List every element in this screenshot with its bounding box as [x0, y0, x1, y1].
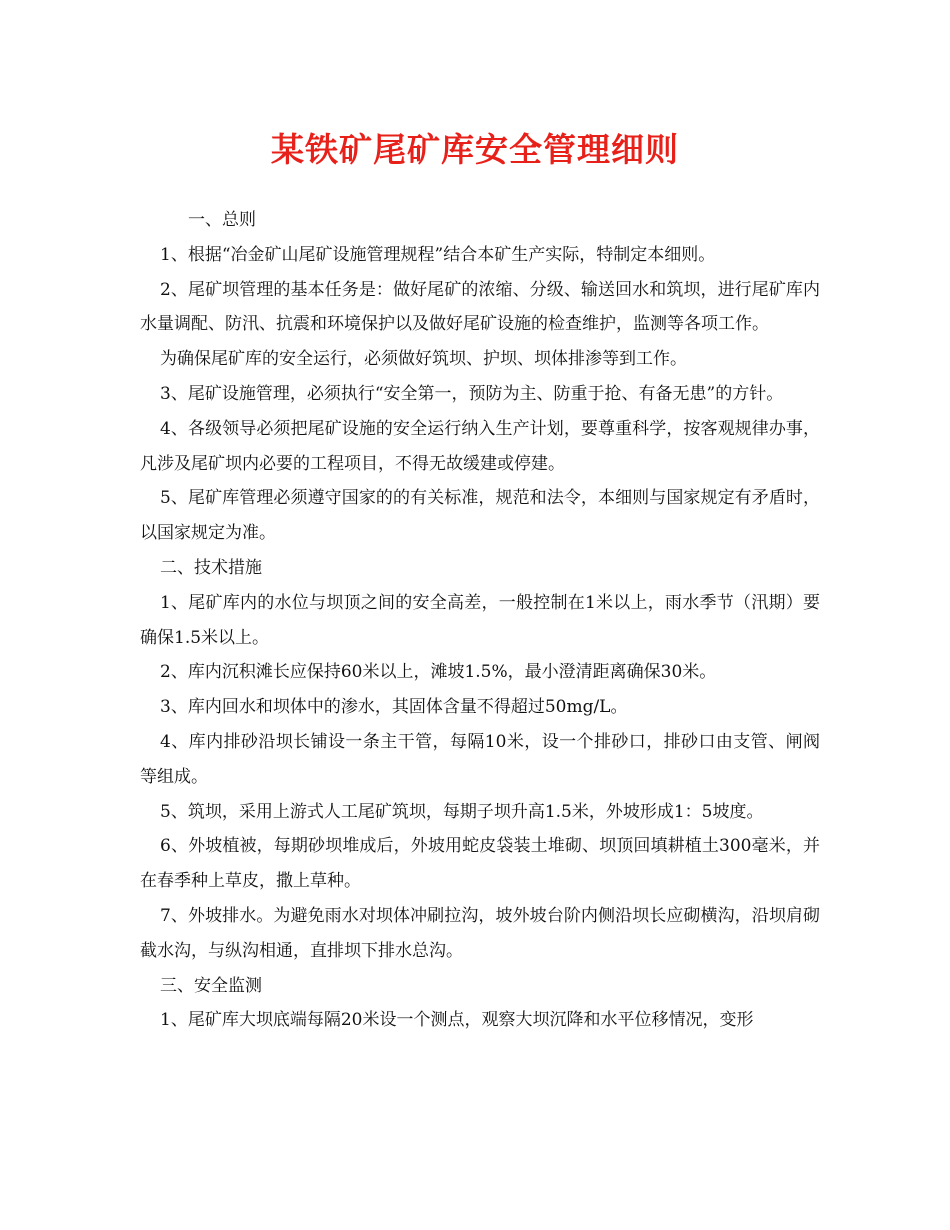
paragraph: 1、尾矿库大坝底端每隔20米设一个测点，观察大坝沉降和水平位移情况，变形 [160, 1010, 754, 1031]
document-title: 某铁矿尾矿库安全管理细则 [271, 130, 679, 169]
document-body [140, 203, 820, 1038]
paragraph: 6、外坡植被，每期砂坝堆成后，外坡用蛇皮袋装土堆砌、坝顶回填耕植土300毫米，并在春季种上草皮，撒上草种。 [140, 836, 820, 892]
section-heading-safety-monitoring: 三、安全监测 [160, 975, 262, 996]
paragraph: 1、根据“冶金矿山尾矿设施管理规程”结合本矿生产实际，特制定本细则。 [160, 244, 716, 265]
paragraph: 3、库内回水和坝体中的渗水，其固体含量不得超过50mg/L。 [160, 697, 628, 718]
section-heading-general: 一、总则 [188, 210, 256, 230]
paragraph: 为确保尾矿库的安全运行，必须做好筑坝、护坝、坝体排渗等到工作。 [160, 349, 687, 370]
paragraph: 4、库内排砂沿坝长铺设一条主干管，每隔10米，设一个排砂口，排砂口由支管、闸阀等组成。 [140, 731, 820, 787]
paragraph: 7、外坡排水。为避免雨水对坝体冲刷拉沟，坡外坡台阶内侧沿坝长应砌横沟，沿坝肩砌截水沟，与纵沟相通，直排坝下排水总沟。 [140, 905, 820, 961]
section-heading-technical-measures: 二、技术措施 [160, 557, 262, 578]
paragraph: 5、尾矿库管理必须遵守国家的的有关标准，规范和法令，本细则与国家规定有矛盾时，以国家规定为准。 [140, 488, 820, 544]
paragraph: 1、尾矿库内的水位与坝顶之间的安全高差，一般控制在1米以上，雨水季节（汛期）要确保1.5米以上。 [140, 592, 820, 648]
paragraph: 2、库内沉积滩长应保持60米以上，滩坡1.5%，最小澄清距离确保30米。 [160, 662, 717, 683]
paragraph: 5、筑坝，采用上游式人工尾矿筑坝，每期子坝升高1.5米，外坡形成1：5坡度。 [160, 801, 764, 822]
paragraph: 3、尾矿设施管理，必须执行“安全第一，预防为主、防重于抢、有备无患”的方针。 [160, 383, 784, 404]
paragraph: 2、尾矿坝管理的基本任务是：做好尾矿的浓缩、分级、输送回水和筑坝，进行尾矿库内水量调配、防汛、抗震和环境保护以及做好尾矿设施的检查维护，监测等各项工作。 [140, 279, 820, 335]
paragraph: 4、各级领导必须把尾矿设施的安全运行纳入生产计划，要尊重科学，按客观规律办事，凡涉及尾矿坝内必要的工程项目，不得无故缓建或停建。 [140, 418, 820, 474]
